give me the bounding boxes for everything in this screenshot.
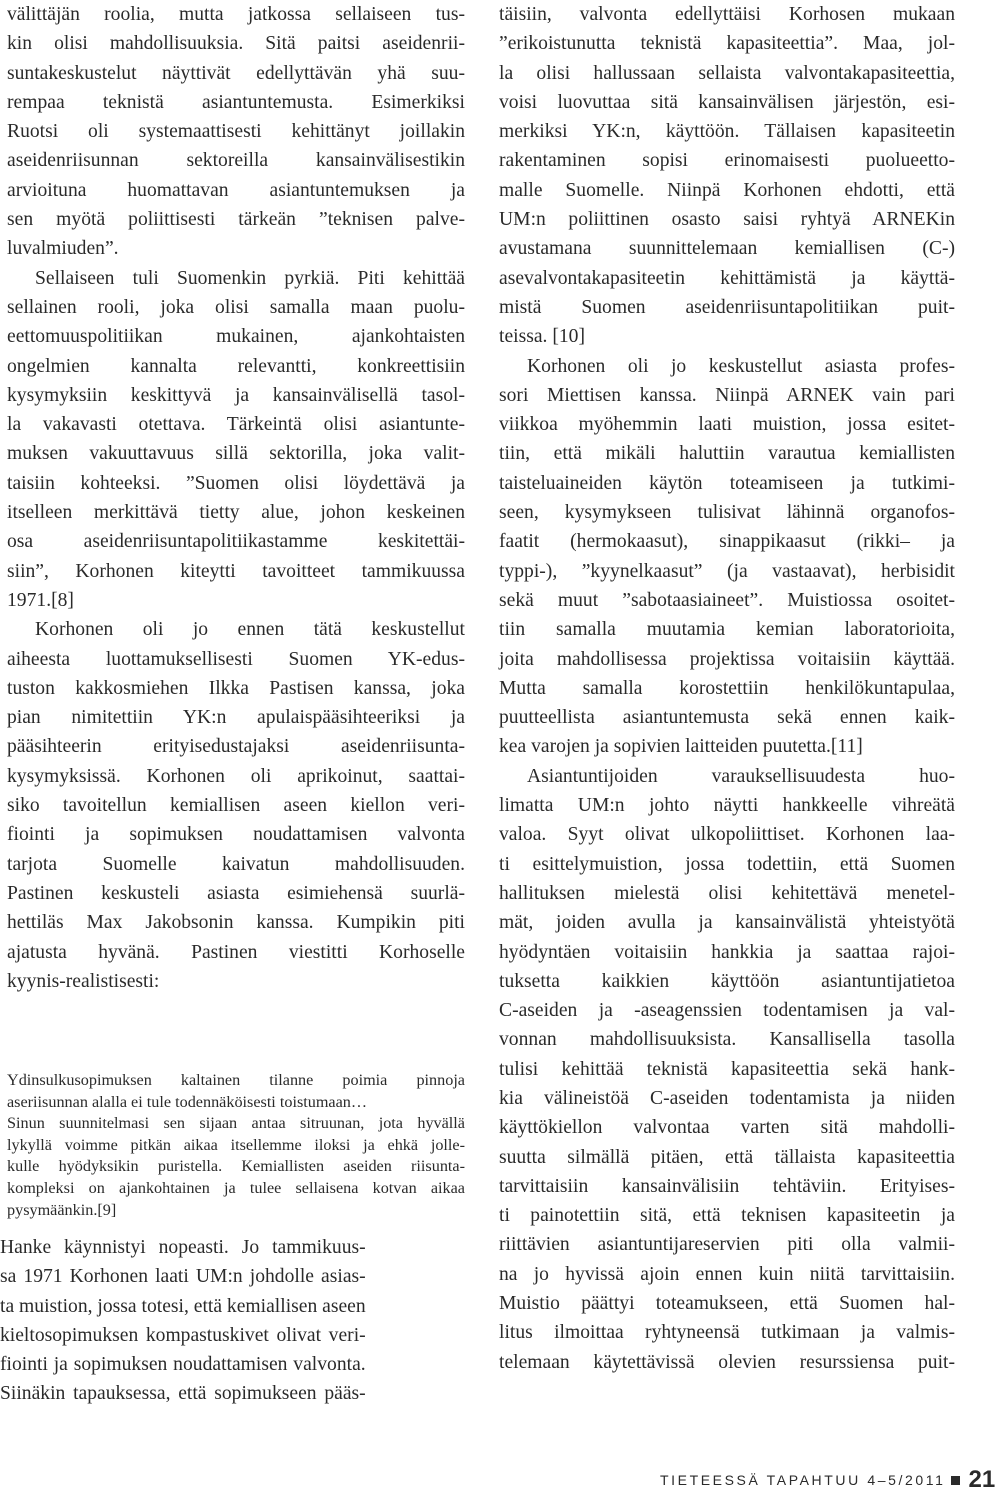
- text-line: Mutta samalla korostettiin henkilökuntapulaa,: [499, 677, 955, 699]
- journal-name: TIETEESSÄ TAPAHTUU 4–5/2011: [660, 1472, 946, 1488]
- text-line: siko tavoitellun kemiallisen aseen kiellon veri-: [7, 795, 465, 817]
- text-line: limatta UM:n johto näytti hankkeelle vihreätä: [499, 795, 955, 817]
- text-line: kysymyksiin keskittyvä ja kansainvälisellä tasol-: [7, 384, 465, 406]
- text-line: pian nimitettiin YK:n apulaispääsihteeriksi ja: [7, 707, 465, 729]
- block-quote: [7, 1070, 465, 1221]
- text-line: osa aseidenriisuntapolitiikastamme keskitettäi-: [7, 531, 465, 553]
- text-line: pääsihteerin erityisedustajaksi aseidenriisunta-: [7, 736, 465, 758]
- text-line: 1971.[8]: [7, 589, 74, 611]
- text-line: tulisi kehittää teknistä kapasiteettia sekä hank-: [499, 1058, 955, 1080]
- text-line: ajatusta hyvänä. Pastinen viestitti Korhoselle: [7, 941, 465, 963]
- text-line: muksen vakuuttavuus sillä sektorilla, joka valit-: [7, 443, 465, 465]
- text-line: Sellaiseen tuli Suomenkin pyrkiä. Piti kehittää: [35, 267, 465, 289]
- right-column: [499, 0, 955, 1377]
- text-line: teissa. [10]: [499, 326, 585, 348]
- text-line: la vakavasti otettava. Tärkeintä olisi asiantunte-: [7, 414, 465, 436]
- text-line: itselleen merkittävä tietty alue, johon keskeinen: [7, 502, 465, 524]
- text-line: ”erikoistunutta teknistä kapasiteettia”. Maa, jol-: [499, 33, 955, 55]
- quote-line: kulle hyödyksikin puristella. Kemiallisten aseiden riisunta-: [7, 1157, 465, 1176]
- text-line: käyttökiellon valvontaa varten sitä mahdolli-: [499, 1117, 955, 1139]
- text-line: telemaan käytettävissä olevien resurssiensa puit-: [499, 1351, 955, 1373]
- text-line: seen, kysymykseen tulisivat lähinnä organofos-: [499, 502, 955, 524]
- text-line: Korhonen oli jo keskustellut asiasta profes-: [527, 355, 955, 377]
- text-line: voisi luovuttaa sitä kansainvälisen järjestön, esi-: [499, 91, 955, 113]
- page-number: 21: [968, 1466, 995, 1493]
- text-line: typpi-), ”kyynelkaasut” (ja vastaavat), herbisidit: [499, 560, 955, 582]
- text-line: suutta silmällä pitäen, että tällaista kapasiteettia: [499, 1146, 955, 1168]
- text-line: malle Suomelle. Niinpä Korhonen ehdotti, että: [499, 179, 955, 201]
- text-line: fiointi ja sopimuksen noudattamisen valvonta: [7, 824, 465, 846]
- text-line: la olisi hallussaan sellaista valvontakapasiteettia,: [499, 62, 955, 84]
- text-line: suntakeskustelut näyttivät edellyttävän yhä suu-: [7, 62, 465, 84]
- text-line: aiheesta luottamuksellisesti Suomen YK-edus-: [7, 648, 465, 670]
- text-line: faatit (hermokaasut), sinappikaasut (rikki– ja: [499, 531, 955, 553]
- text-line: riittävien asiantuntijareservien piti olla valmii-: [499, 1234, 955, 1256]
- text-line: Muistio päättyi toteamukseen, että Suomen hal-: [499, 1293, 955, 1315]
- text-line: tiin, että mikäli haluttiin varautua kemiallisten: [499, 443, 955, 465]
- text-line: Asiantuntijoiden varauksellisuudesta huo-: [527, 765, 955, 787]
- text-line: tuksetta kaikkien käyttöön asiantuntijatietoa: [499, 970, 955, 992]
- text-line: sori Miettisen kanssa. Niinpä ARNEK vain pari: [499, 384, 955, 406]
- text-line: kysymyksissä. Korhonen oli aprikoinut, saattai-: [7, 765, 465, 787]
- square-bullet-icon: [951, 1476, 960, 1485]
- text-line: siin”, Korhonen kiteytti tavoitteet tammikuussa: [7, 560, 465, 582]
- text-line: joita mahdollisessa projektissa voitaisiin käyttää.: [499, 648, 955, 670]
- text-line: ti esittelymuistion, jossa todettiin, että Suomen: [499, 853, 955, 875]
- text-line: täisiin, valvonta edellyttäisi Korhosen mukaan: [499, 4, 955, 25]
- text-line: Siinäkin tapauksessa, että sopimukseen pääs-: [0, 1383, 366, 1405]
- text-line: vonnan mahdollisuuksista. Kansallisella tasolla: [499, 1029, 955, 1051]
- text-line: litus ilmoittaa ryhtyneensä tutkimaan ja valmis-: [499, 1322, 955, 1344]
- text-line: sen myötä poliittisesti tärkeän ”teknisen palve-: [7, 209, 465, 231]
- text-line: UM:n poliittinen osasto saisi ryhtyä ARNEKin: [499, 209, 955, 231]
- text-line: fiointi ja sopimuksen noudattamisen valvonta.: [0, 1354, 366, 1376]
- quote-line: kompleksi on ajankohtainen ja tulee sellaisena kotvan aikaa: [7, 1178, 465, 1197]
- text-line: Korhonen oli jo ennen tätä keskustellut: [35, 619, 465, 641]
- text-line: välittäjän roolia, mutta jatkossa sellaiseen tus-: [7, 4, 465, 25]
- text-line: Ruotsi oli systemaattisesti kehittänyt joillakin: [7, 121, 465, 143]
- text-line: avustamana suunnittelemaan kemiallisen (C-): [499, 238, 955, 260]
- text-line: kieltosopimuksen kompastuskivet olivat veri-: [0, 1324, 366, 1346]
- text-line: na jo hyvissä ajoin ennen kuin niitä tarvittaisiin.: [499, 1263, 955, 1285]
- text-line: sellainen rooli, joka olisi samalla maan puolu-: [7, 296, 465, 318]
- quote-line: Sinun suunnitelmasi sen sijaan antaa sitruunan, jota hyvällä: [7, 1114, 465, 1133]
- text-line: ongelmien kannalta relevantti, konkreettisiin: [7, 355, 465, 377]
- text-line: C-aseiden ja -aseagenssien todentamisen ja val-: [499, 1000, 955, 1022]
- text-line: mät, joiden avulla ja kansainvälistä yhteistyötä: [499, 912, 955, 934]
- quote-line: aseriisunnan alalla ei tule todennäköisesti toistumaan…: [7, 1092, 368, 1111]
- text-line: sekä muut ”sabotaasiaineet”. Muistiossa osoitet-: [499, 589, 955, 611]
- text-line: arvioituna huomattavan asiantuntemuksen ja: [7, 179, 465, 201]
- text-line: rakentaminen sopisi erinomaisesti puolueetto-: [499, 150, 955, 172]
- text-line: valoa. Syyt olivat ulkopoliittiset. Korhonen laa-: [499, 824, 955, 846]
- text-line: luvalmiuden”.: [7, 238, 119, 260]
- text-line: ta muistion, jossa totesi, että kemiallisen aseen: [0, 1295, 366, 1317]
- text-line: kia välineistöä C-aseiden todentamista ja niiden: [499, 1087, 955, 1109]
- text-line: Hanke käynnistyi nopeasti. Jo tammikuus-: [0, 1237, 366, 1258]
- text-line: rempaa teknistä asiantuntemusta. Esimerkiksi: [7, 91, 465, 113]
- text-line: hallituksen mielestä olisi kehitettävä menetel-: [499, 882, 955, 904]
- text-line: tarvittaisiin kansainvälisiin tehtäviin. Erityises-: [499, 1175, 955, 1197]
- text-line: puutteellista asiantuntemusta sekä ennen kaik-: [499, 707, 955, 729]
- text-line: kin olisi mahdollisuuksia. Sitä paitsi aseidenrii-: [7, 33, 465, 55]
- text-line: hyödyntäen voitaisiin hankkia ja saattaa rajoi-: [499, 941, 955, 963]
- text-line: sa 1971 Korhonen laati UM:n johdolle asias-: [0, 1266, 366, 1288]
- text-line: mistä Suomen aseidenriisuntapolitiikan puit-: [499, 296, 955, 318]
- text-line: hettiläs Max Jakobsonin kanssa. Kumpikin piti: [7, 912, 465, 934]
- quote-line: Ydinsulkusopimuksen kaltainen tilanne poimia pinnoja: [7, 1071, 465, 1089]
- text-line: kyynis-realistisesti:: [7, 970, 160, 992]
- text-line: asevalvontakapasiteetin kehittämistä ja käyttä-: [499, 267, 955, 289]
- text-line: taisiin kohteeksi. ”Suomen olisi löydettävä ja: [7, 472, 465, 494]
- text-line: merkiksi YK:n, käyttöön. Tällaisen kapasiteetin: [499, 121, 955, 143]
- text-line: viikkoa myöhemmin laati muistion, jossa esitet-: [499, 414, 955, 436]
- text-line: Pastinen keskusteli asiasta esimiehensä suurlä-: [7, 882, 465, 904]
- text-line: tarjota Suomelle kaivatun mahdollisuuden.: [7, 853, 465, 875]
- quote-line: lykyllä voimme pitkän aikaa itsellemme iloksi ja ehkä jolle-: [7, 1135, 465, 1154]
- page-footer: [660, 1466, 995, 1494]
- left-column-continuation: [0, 1233, 366, 1409]
- text-line: kea varojen ja sopivien laitteiden puutetta.[11]: [499, 736, 863, 758]
- text-line: tiin samalla muutamia kemian laboratorioita,: [499, 619, 955, 641]
- quote-line: pysymäänkin.[9]: [7, 1200, 117, 1219]
- text-line: aseidenriisunnan sektoreilla kansainvälisestikin: [7, 150, 465, 172]
- text-line: eettomuuspolitiikan mukainen, ajankohtaisten: [7, 326, 465, 348]
- text-line: ti painotettiin sitä, että teknisen kapasiteetin ja: [499, 1205, 955, 1227]
- text-line: tuston kakkosmiehen Ilkka Pastisen kanssa, joka: [7, 677, 465, 699]
- left-column: [7, 0, 465, 996]
- text-line: taisteluaineiden käytön toteamiseen ja tutkimi-: [499, 472, 955, 494]
